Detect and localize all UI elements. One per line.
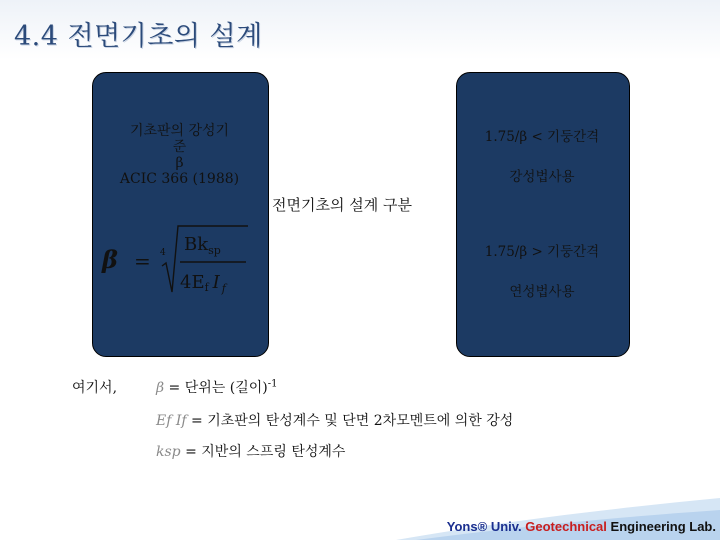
rigid-method: 강성법사용 xyxy=(509,169,575,185)
design-classification-label: 전면기초의 설계 구분 xyxy=(272,196,412,214)
footer-engineering-lab: Engineering Lab. xyxy=(610,519,716,534)
footer-seal-icon: ® xyxy=(477,519,488,534)
formula-beta: β xyxy=(102,245,118,274)
formula-equals: = xyxy=(134,249,151,273)
stiffness-criterion-text xyxy=(92,123,267,187)
efif-definition xyxy=(156,410,513,430)
formula-numerator: $Bk_{sp}$ xyxy=(184,234,221,257)
slide-title: 4.4 전면기초의 설계 xyxy=(14,21,263,52)
beta-formula xyxy=(100,222,265,312)
beta-definition xyxy=(156,377,277,397)
left-panel xyxy=(92,72,269,357)
efif-definition-text: = 기초판의 탄성계수 및 단면 2차모멘트에 의한 강성 xyxy=(191,413,514,429)
footer-yons: Yons xyxy=(446,519,478,534)
efif-symbol: Ef If xyxy=(156,413,187,429)
formula-denominator: 4Ef I $_f$ xyxy=(180,272,226,295)
footer-univ: Univ. xyxy=(490,519,522,534)
criterion-reference: ACIC 366 (1988) xyxy=(119,171,240,187)
beta-symbol: β xyxy=(156,380,165,396)
beta-exponent: -1 xyxy=(267,378,278,390)
criterion-beta: β xyxy=(175,155,184,171)
flexible-method: 연성법사용 xyxy=(509,284,575,300)
criterion-line-2: 준 xyxy=(172,139,187,155)
ksp-definition-text: = 지반의 스프링 탄성계수 xyxy=(185,444,346,460)
flexible-condition: 1.75/β > 기둥간격 xyxy=(484,244,600,260)
footer xyxy=(396,480,720,540)
rigid-condition: 1.75/β < 기둥간격 xyxy=(484,129,600,145)
lab-name xyxy=(447,519,716,534)
ksp-symbol: ksp xyxy=(156,444,181,460)
footer-geotechnical: Geotechnical xyxy=(525,519,607,534)
formula-root-index: 4 xyxy=(160,248,166,258)
ksp-definition xyxy=(156,441,345,461)
right-panel xyxy=(456,72,630,357)
definitions-intro: 여기서, xyxy=(72,380,118,396)
criterion-line-1: 기초판의 강성기 xyxy=(129,123,230,139)
beta-definition-text: = 단위는 (길이) xyxy=(168,380,268,396)
